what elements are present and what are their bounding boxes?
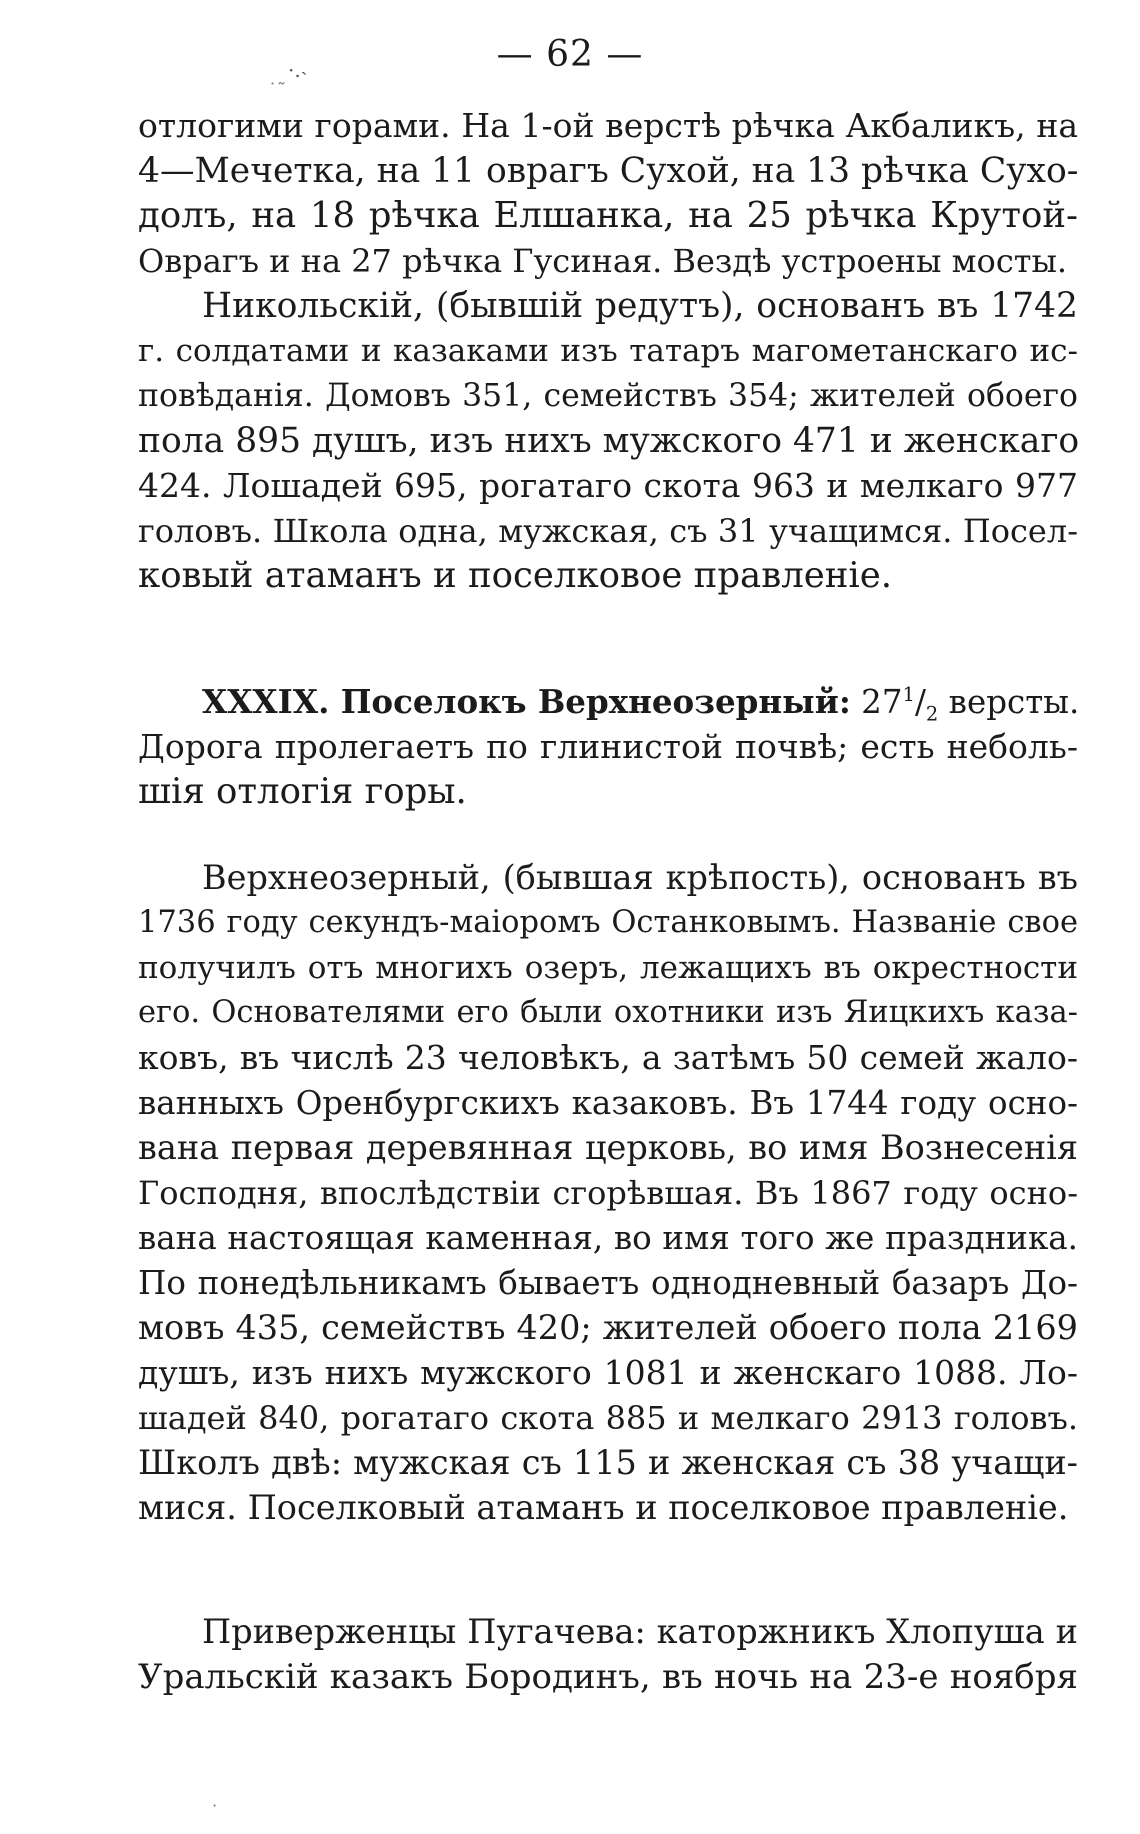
ink-speck: · <box>212 1796 218 1815</box>
text-line: ванныхъ Оренбургскихъ казаковъ. Въ 1744 году осно- <box>138 1084 1078 1122</box>
text-line: получилъ отъ многихъ озеръ, лежащихъ въ окрестности <box>138 950 1078 986</box>
text-line: душъ, изъ нихъ мужского 1081 и женскаго 1088. Ло- <box>138 1353 1078 1392</box>
text-line: Дорога пролегаетъ по глинистой почвѣ; есть неболь- <box>138 727 1078 766</box>
text-line: шадей 840, рогатаго скота 885 и мелкаго 2913 головъ. <box>138 1399 1078 1437</box>
text-line: отлогими горами. На 1-ой верстѣ рѣчка Акбаликъ, на <box>138 106 1078 145</box>
text-line: головъ. Школа одна, мужская, съ 31 учащимся. Посел- <box>138 512 1078 550</box>
text-line: шія отлогія горы. <box>138 771 467 812</box>
text-line: вана первая деревянная церковь, во имя Вознесенія <box>138 1128 1078 1167</box>
text-line: мися. Поселковый атаманъ и поселковое правленіе. <box>138 1488 1069 1527</box>
text-line: вана настоящая каменная, во имя того же праздника. <box>138 1219 1078 1257</box>
text-line: 4—Мечетка, на 11 оврагъ Сухой, на 13 рѣчка Сухо- <box>138 151 1079 191</box>
text-line: ковъ, въ числѣ 23 человѣкъ, а затѣмъ 50 семей жало- <box>138 1038 1078 1077</box>
text-line: 424. Лошадей 695, рогатаго скота 963 и мелкаго 977 <box>138 466 1078 505</box>
section-heading: XXXIX. Поселокъ Верхнеозерный: <box>202 682 851 721</box>
text-line: Школъ двѣ: мужская съ 115 и женская съ 38 учащи- <box>138 1443 1078 1482</box>
text-line: долъ, на 18 рѣчка Елшанка, на 25 рѣчка Крутой- <box>138 195 1078 236</box>
text-line: Приверженцы Пугачева: каторжникъ Хлопуша и <box>202 1612 1078 1651</box>
text-line: По понедѣльникамъ бываетъ однодневный базаръ До- <box>138 1264 1078 1302</box>
text-line: Никольскій, (бывшій редутъ), основанъ въ 1742 <box>202 286 1078 326</box>
text-line: пола 895 душъ, изъ нихъ мужского 471 и женскаго <box>138 421 1080 461</box>
text-line: г. солдатами и казаками изъ татаръ магометанскаго ис- <box>138 333 1078 369</box>
heading-distance: $27^1/_2$ версты. <box>850 683 1080 726</box>
section-heading-line <box>202 680 1078 724</box>
ink-speck: ·.˴ <box>288 58 308 82</box>
ink-speck: ˙˜ <box>268 80 286 101</box>
text-line: 1736 году секундъ-маіоромъ Останковымъ. Названіе свое <box>138 905 1078 940</box>
text-line: ковый атаманъ и поселковое правленіе. <box>138 555 893 596</box>
text-line: Уральскій казакъ Бородинъ, въ ночь на 23-е ноября <box>138 1657 1078 1697</box>
text-line: Господня, впослѣдствіи сгорѣвшая. Въ 1867 году осно- <box>138 1174 1078 1212</box>
text-line: Оврагъ и на 27 рѣчка Гусиная. Вездѣ устроены мосты. <box>138 242 1068 280</box>
page-number: — 62 — <box>496 34 644 75</box>
text-line: Верхнеозерный, (бывшая крѣпость), основанъ въ <box>202 858 1078 897</box>
text-line: его. Основателями его были охотники изъ Яицкихъ каза- <box>138 995 1078 1030</box>
text-line: мовъ 435, семействъ 420; жителей обоего пола 2169 <box>138 1308 1078 1347</box>
text-line: повѣданія. Домовъ 351, семействъ 354; жителей обоего <box>138 378 1078 414</box>
